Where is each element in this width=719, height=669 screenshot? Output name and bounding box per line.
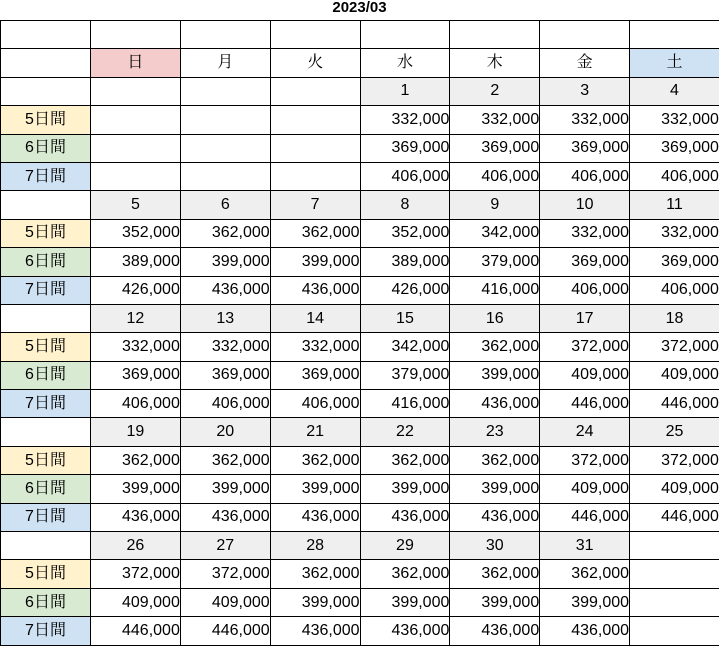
price-cell: 362,000 — [360, 446, 450, 474]
price-row — [1, 446, 719, 474]
price-cell: 389,000 — [360, 248, 450, 276]
date-cell: 31 — [540, 532, 630, 560]
price-cell: 436,000 — [270, 617, 360, 645]
date-cell — [91, 77, 181, 105]
price-cell: 436,000 — [270, 503, 360, 531]
duration-label: 7日間 — [1, 390, 91, 418]
price-cell: 409,000 — [180, 588, 270, 616]
price-row — [1, 503, 719, 531]
price-cell: 372,000 — [540, 446, 630, 474]
price-row — [1, 617, 719, 645]
price-cell: 436,000 — [450, 617, 540, 645]
duration-label: 5日間 — [1, 560, 91, 588]
price-cell: 369,000 — [360, 134, 450, 162]
price-row — [1, 361, 719, 389]
duration-label: 5日間 — [1, 106, 91, 134]
price-cell — [630, 560, 719, 588]
price-cell: 332,000 — [630, 106, 719, 134]
date-cell: 16 — [450, 304, 540, 332]
price-cell: 342,000 — [360, 333, 450, 361]
price-cell: 362,000 — [450, 560, 540, 588]
duration-label: 6日間 — [1, 248, 91, 276]
price-cell: 372,000 — [630, 446, 719, 474]
price-cell: 369,000 — [540, 248, 630, 276]
price-cell: 406,000 — [540, 162, 630, 190]
price-cell: 399,000 — [180, 475, 270, 503]
price-cell: 406,000 — [270, 390, 360, 418]
price-cell: 406,000 — [360, 162, 450, 190]
price-cell: 399,000 — [450, 588, 540, 616]
duration-label: 6日間 — [1, 361, 91, 389]
date-row-label-cell — [1, 418, 91, 446]
price-cell: 409,000 — [630, 361, 719, 389]
date-cell: 23 — [450, 418, 540, 446]
price-cell: 399,000 — [180, 248, 270, 276]
price-cell — [630, 588, 719, 616]
price-cell: 362,000 — [360, 560, 450, 588]
price-cell — [270, 106, 360, 134]
price-cell: 406,000 — [180, 390, 270, 418]
price-cell: 369,000 — [180, 361, 270, 389]
header-corner-cell — [1, 49, 91, 77]
date-cell: 18 — [630, 304, 719, 332]
price-cell: 369,000 — [270, 361, 360, 389]
date-cell: 25 — [630, 418, 719, 446]
price-cell: 446,000 — [540, 390, 630, 418]
date-cell: 7 — [270, 191, 360, 219]
date-cell — [180, 77, 270, 105]
date-cell: 13 — [180, 304, 270, 332]
price-cell: 406,000 — [91, 390, 181, 418]
price-row — [1, 219, 719, 247]
price-cell: 446,000 — [180, 617, 270, 645]
price-cell: 436,000 — [360, 503, 450, 531]
duration-label: 6日間 — [1, 588, 91, 616]
price-row — [1, 106, 719, 134]
blank-cell — [180, 21, 270, 49]
price-cell: 369,000 — [540, 134, 630, 162]
date-row-label-cell — [1, 532, 91, 560]
date-cell: 11 — [630, 191, 719, 219]
price-cell: 372,000 — [540, 333, 630, 361]
date-row-label-cell — [1, 304, 91, 332]
price-cell: 406,000 — [630, 276, 719, 304]
price-row — [1, 560, 719, 588]
duration-label: 7日間 — [1, 276, 91, 304]
price-cell: 372,000 — [91, 560, 181, 588]
price-cell: 426,000 — [360, 276, 450, 304]
date-cell: 20 — [180, 418, 270, 446]
price-cell: 399,000 — [540, 588, 630, 616]
price-cell: 399,000 — [360, 588, 450, 616]
date-row — [1, 304, 719, 332]
date-cell: 26 — [91, 532, 181, 560]
price-cell: 332,000 — [630, 219, 719, 247]
price-cell: 436,000 — [91, 503, 181, 531]
price-cell: 409,000 — [630, 475, 719, 503]
date-row — [1, 191, 719, 219]
price-cell: 369,000 — [91, 361, 181, 389]
price-row — [1, 475, 719, 503]
price-cell: 379,000 — [360, 361, 450, 389]
price-cell: 369,000 — [450, 134, 540, 162]
date-cell: 15 — [360, 304, 450, 332]
duration-label: 5日間 — [1, 219, 91, 247]
price-cell: 372,000 — [630, 333, 719, 361]
price-cell: 352,000 — [360, 219, 450, 247]
price-cell: 332,000 — [360, 106, 450, 134]
duration-label: 7日間 — [1, 503, 91, 531]
price-cell: 362,000 — [270, 560, 360, 588]
price-cell: 446,000 — [91, 617, 181, 645]
price-cell — [91, 134, 181, 162]
price-row — [1, 333, 719, 361]
price-cell — [630, 617, 719, 645]
price-cell: 399,000 — [91, 475, 181, 503]
price-cell: 332,000 — [540, 219, 630, 247]
date-cell: 12 — [91, 304, 181, 332]
price-cell: 389,000 — [91, 248, 181, 276]
price-cell: 362,000 — [540, 560, 630, 588]
price-cell: 362,000 — [180, 446, 270, 474]
weekday-header-1: 月 — [180, 49, 270, 77]
price-cell: 436,000 — [540, 617, 630, 645]
price-cell: 399,000 — [270, 588, 360, 616]
price-row — [1, 162, 719, 190]
date-cell: 19 — [91, 418, 181, 446]
price-cell — [91, 106, 181, 134]
price-cell — [270, 162, 360, 190]
blank-cell — [450, 21, 540, 49]
weekday-header-0: 日 — [91, 49, 181, 77]
price-row — [1, 390, 719, 418]
price-cell — [91, 162, 181, 190]
price-cell: 399,000 — [270, 248, 360, 276]
date-cell: 17 — [540, 304, 630, 332]
date-row — [1, 532, 719, 560]
price-cell: 362,000 — [180, 219, 270, 247]
blank-cell — [630, 21, 719, 49]
price-cell: 416,000 — [360, 390, 450, 418]
date-cell: 21 — [270, 418, 360, 446]
price-row — [1, 134, 719, 162]
date-cell: 1 — [360, 77, 450, 105]
price-cell: 362,000 — [270, 446, 360, 474]
price-cell: 399,000 — [270, 475, 360, 503]
price-cell: 409,000 — [540, 361, 630, 389]
price-cell — [180, 162, 270, 190]
date-cell: 4 — [630, 77, 719, 105]
price-cell: 446,000 — [630, 390, 719, 418]
duration-label: 7日間 — [1, 617, 91, 645]
date-row-label-cell — [1, 77, 91, 105]
price-cell: 406,000 — [450, 162, 540, 190]
price-cell: 342,000 — [450, 219, 540, 247]
date-cell: 22 — [360, 418, 450, 446]
price-row — [1, 248, 719, 276]
duration-label: 5日間 — [1, 446, 91, 474]
date-cell: 5 — [91, 191, 181, 219]
blank-row — [1, 21, 719, 49]
blank-cell — [360, 21, 450, 49]
price-cell: 362,000 — [91, 446, 181, 474]
price-cell: 436,000 — [360, 617, 450, 645]
blank-cell — [1, 21, 91, 49]
duration-label: 6日間 — [1, 475, 91, 503]
date-cell: 10 — [540, 191, 630, 219]
price-cell: 409,000 — [91, 588, 181, 616]
price-cell: 332,000 — [270, 333, 360, 361]
price-cell — [180, 106, 270, 134]
price-cell: 399,000 — [360, 475, 450, 503]
price-cell — [270, 134, 360, 162]
price-cell: 362,000 — [270, 219, 360, 247]
price-cell: 446,000 — [630, 503, 719, 531]
price-cell: 426,000 — [91, 276, 181, 304]
date-cell: 29 — [360, 532, 450, 560]
price-cell: 332,000 — [450, 106, 540, 134]
weekday-header-3: 水 — [360, 49, 450, 77]
price-cell: 409,000 — [540, 475, 630, 503]
date-row — [1, 418, 719, 446]
price-cell: 332,000 — [180, 333, 270, 361]
price-cell: 399,000 — [450, 361, 540, 389]
price-row — [1, 276, 719, 304]
date-cell: 8 — [360, 191, 450, 219]
weekday-header-6: 土 — [630, 49, 719, 77]
price-cell: 436,000 — [450, 390, 540, 418]
duration-label: 5日間 — [1, 333, 91, 361]
price-cell: 372,000 — [180, 560, 270, 588]
weekday-header-5: 金 — [540, 49, 630, 77]
price-cell: 436,000 — [180, 276, 270, 304]
price-cell: 352,000 — [91, 219, 181, 247]
price-cell: 362,000 — [450, 446, 540, 474]
date-cell: 28 — [270, 532, 360, 560]
price-cell: 416,000 — [450, 276, 540, 304]
price-cell: 332,000 — [540, 106, 630, 134]
weekday-header-2: 火 — [270, 49, 360, 77]
price-cell: 362,000 — [450, 333, 540, 361]
price-cell: 406,000 — [540, 276, 630, 304]
price-cell: 406,000 — [630, 162, 719, 190]
date-cell: 9 — [450, 191, 540, 219]
price-cell: 436,000 — [180, 503, 270, 531]
blank-cell — [270, 21, 360, 49]
price-cell: 446,000 — [540, 503, 630, 531]
date-cell: 27 — [180, 532, 270, 560]
price-cell: 436,000 — [270, 276, 360, 304]
calendar-title: 2023/03 — [332, 0, 387, 16]
price-cell: 369,000 — [630, 134, 719, 162]
date-cell: 24 — [540, 418, 630, 446]
duration-label: 6日間 — [1, 134, 91, 162]
price-cell: 369,000 — [630, 248, 719, 276]
date-row — [1, 77, 719, 105]
date-cell: 2 — [450, 77, 540, 105]
date-cell: 14 — [270, 304, 360, 332]
price-cell: 436,000 — [450, 503, 540, 531]
price-cell: 399,000 — [450, 475, 540, 503]
date-cell: 30 — [450, 532, 540, 560]
blank-cell — [540, 21, 630, 49]
blank-cell — [91, 21, 181, 49]
price-cell — [180, 134, 270, 162]
duration-label: 7日間 — [1, 162, 91, 190]
date-cell — [630, 532, 719, 560]
weekday-header-4: 木 — [450, 49, 540, 77]
price-row — [1, 588, 719, 616]
date-cell — [270, 77, 360, 105]
date-cell: 3 — [540, 77, 630, 105]
price-calendar-table — [0, 20, 719, 646]
price-cell: 379,000 — [450, 248, 540, 276]
date-cell: 6 — [180, 191, 270, 219]
date-row-label-cell — [1, 191, 91, 219]
weekday-header-row — [1, 49, 719, 77]
price-cell: 332,000 — [91, 333, 181, 361]
